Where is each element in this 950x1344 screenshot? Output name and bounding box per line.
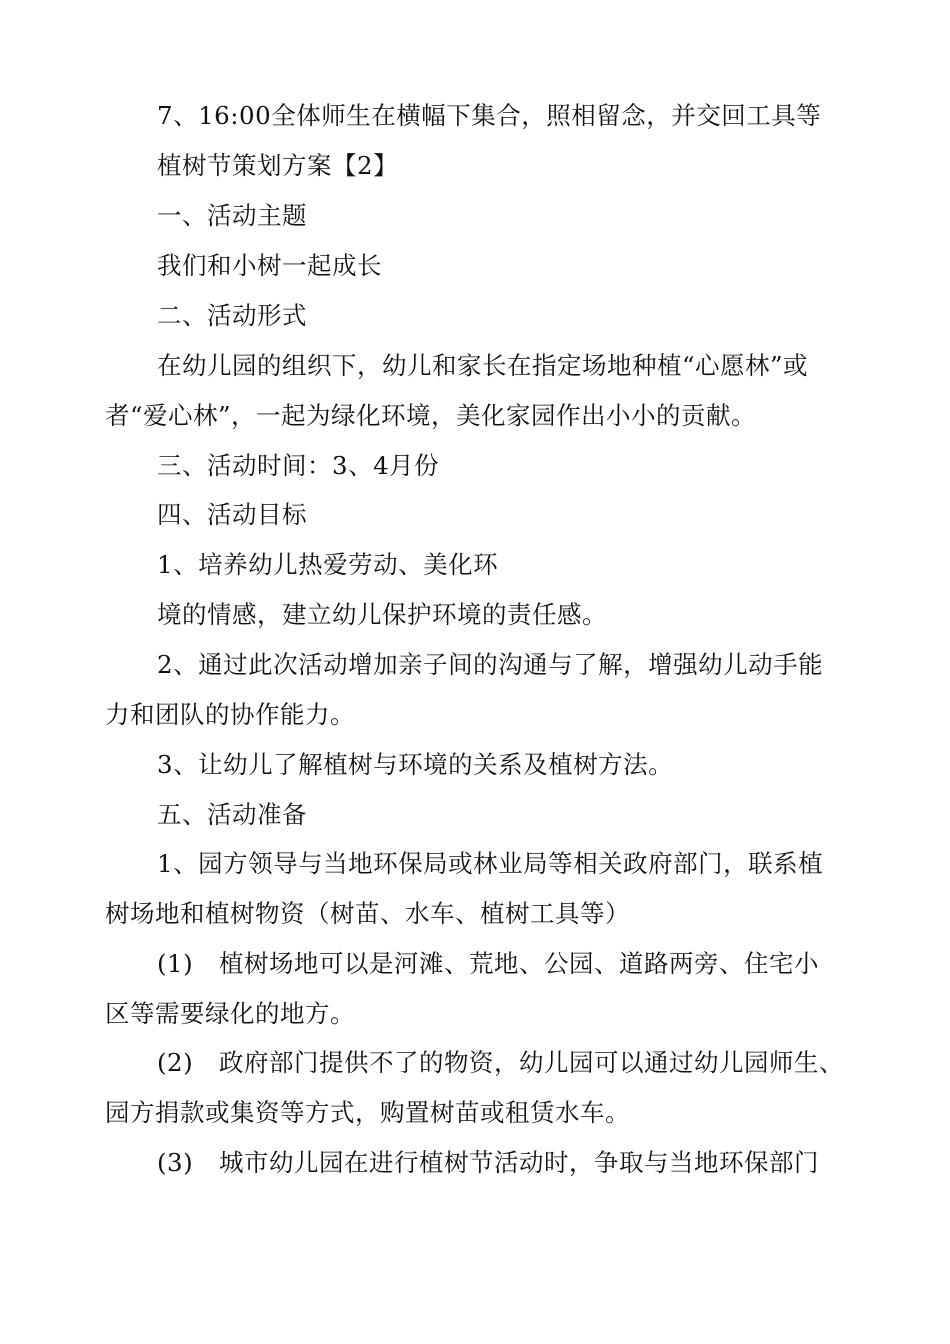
text-line: 我们和小树一起成长 — [157, 251, 382, 280]
paragraph-line: 1、培养幼儿热爱劳动、美化环 — [157, 550, 499, 579]
paragraph-line: 区等需要绿化的地方。 — [105, 999, 355, 1028]
list-item-number: (3) — [157, 1148, 194, 1177]
list-item — [157, 948, 819, 980]
list-item-text: 城市幼儿园在进行植树节活动时，争取与当地环保部门 — [219, 1148, 819, 1177]
paragraph-line: 在幼儿园的组织下，幼儿和家长在指定场地种植“心愿林”或 — [157, 351, 809, 380]
section-heading: 四、活动目标 — [157, 500, 307, 529]
section-heading: 植树节策划方案【2】 — [157, 151, 399, 180]
list-item — [157, 1047, 844, 1079]
section-heading: 一、活动主题 — [157, 201, 307, 230]
list-item-text: 植树场地可以是河滩、荒地、公园、道路两旁、住宅小 — [219, 949, 819, 978]
paragraph-line: 2、通过此次活动增加亲子间的沟通与了解，增强幼儿动手能 — [157, 650, 824, 679]
paragraph-line: 境的情感，建立幼儿保护环境的责任感。 — [157, 600, 607, 629]
paragraph-line: 者“爱心林”，一起为绿化环境，美化家园作出小小的贡献。 — [105, 401, 757, 430]
list-item-number: (1) — [157, 949, 194, 978]
section-heading: 五、活动准备 — [157, 800, 307, 829]
text-line: 7、16:00全体师生在横幅下集合，照相留念，并交回工具等 — [157, 101, 822, 130]
list-item-text: 政府部门提供不了的物资，幼儿园可以通过幼儿园师生、 — [219, 1048, 844, 1077]
list-item — [157, 1147, 819, 1179]
paragraph-line: 力和团队的协作能力。 — [105, 700, 355, 729]
section-heading: 二、活动形式 — [157, 301, 307, 330]
paragraph-line: 3、让幼儿了解植树与环境的关系及植树方法。 — [157, 750, 674, 779]
paragraph-line: 园方捐款或集资等方式，购置树苗或租赁水车。 — [105, 1098, 630, 1127]
paragraph-line: 树场地和植树物资（树苗、水车、植树工具等） — [105, 899, 630, 928]
section-heading: 三、活动时间：3、4月份 — [157, 451, 440, 480]
paragraph-line: 1、园方领导与当地环保局或林业局等相关政府部门，联系植 — [157, 849, 824, 878]
list-item-number: (2) — [157, 1048, 194, 1077]
